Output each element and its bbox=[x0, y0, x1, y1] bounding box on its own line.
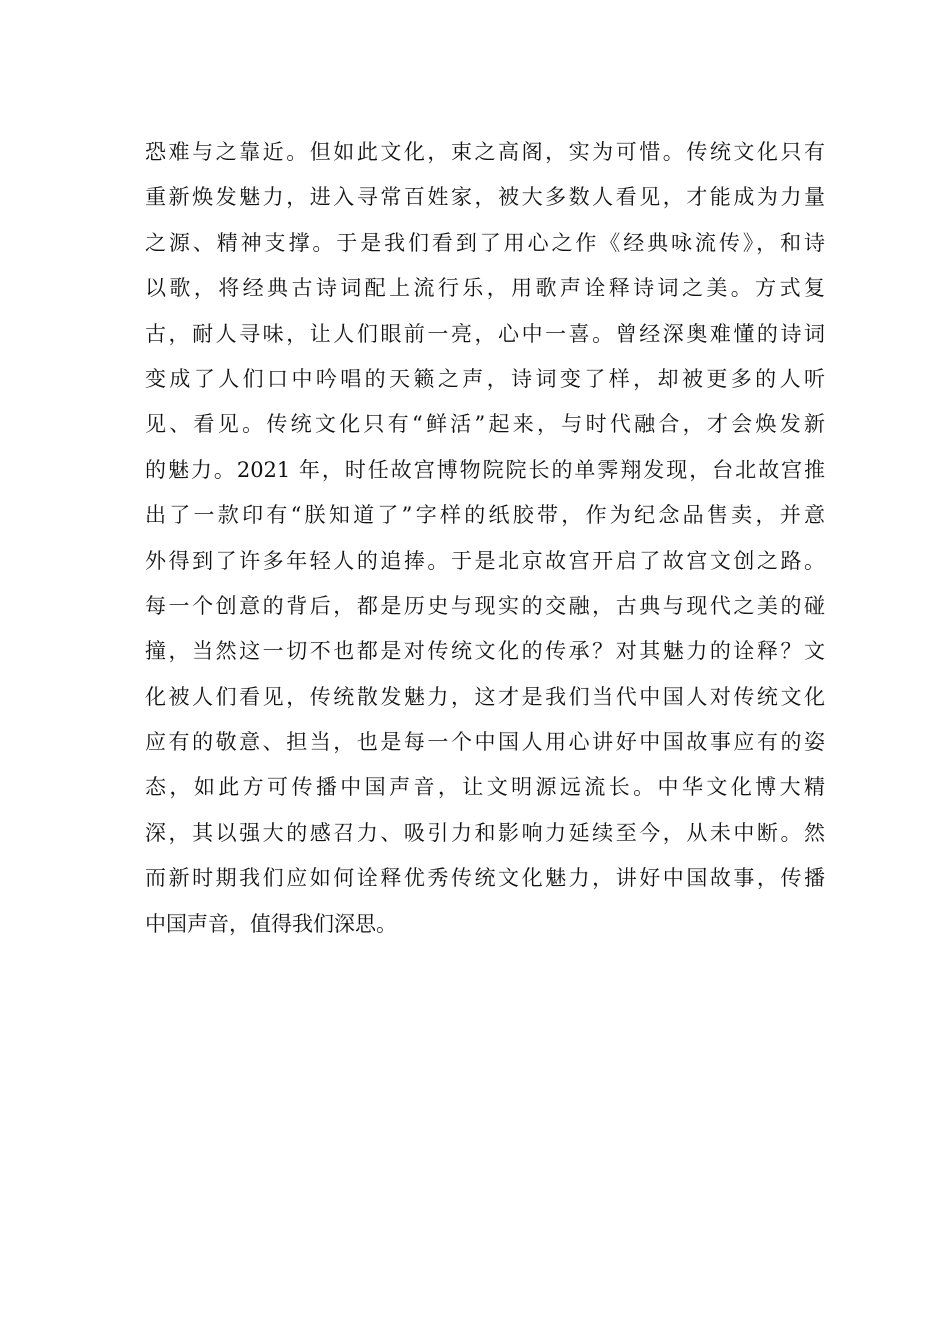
text-line-10: 外得到了许多年轻人的追捧。于是北京故宫开启了故宫文创之路。 bbox=[145, 548, 825, 573]
text-line-12: 撞，当然这一切不也都是对传统文化的传承？对其魅力的诠释？文 bbox=[145, 639, 825, 664]
text-line-1: 恐难与之靠近。但如此文化，束之高阁，实为可惜。传统文化只有 bbox=[145, 140, 825, 164]
text-line-11: 每一个创意的背后，都是历史与现实的交融，古典与现代之美的碰 bbox=[145, 593, 825, 618]
text-line-16: 深，其以强大的感召力、吸引力和影响力延续至今，从未中断。然 bbox=[145, 820, 825, 845]
text-line-13: 化被人们看见，传统散发魅力，这才是我们当代中国人对传统文化 bbox=[145, 684, 825, 709]
body-paragraph bbox=[145, 130, 825, 947]
text-line-18: 中国声音，值得我们深思。 bbox=[145, 911, 397, 936]
text-line-15: 态，如此方可传播中国声音，让文明源远流长。中华文化博大精 bbox=[145, 775, 825, 800]
text-line-8: 的魅力。2021 年，时任故宫博物院院长的单霁翔发现，台北故宫推 bbox=[145, 457, 825, 482]
text-line-3: 之源、精神支撑。于是我们看到了用心之作《经典咏流传》，和诗 bbox=[145, 230, 825, 255]
text-line-9: 出了一款印有“朕知道了”字样的纸胶带，作为纪念品售卖，并意 bbox=[145, 503, 825, 528]
text-line-6: 变成了人们口中吟唱的天籁之声，诗词变了样，却被更多的人听 bbox=[145, 366, 825, 391]
text-line-5: 古，耐人寻味，让人们眼前一亮，心中一喜。曾经深奥难懂的诗词 bbox=[145, 321, 825, 346]
text-line-14: 应有的敬意、担当，也是每一个中国人用心讲好中国故事应有的姿 bbox=[145, 730, 825, 755]
text-line-2: 重新焕发魅力，进入寻常百姓家，被大多数人看见，才能成为力量 bbox=[145, 185, 825, 210]
text-line-4: 以歌，将经典古诗词配上流行乐，用歌声诠释诗词之美。方式复 bbox=[145, 276, 825, 301]
text-line-17: 而新时期我们应如何诠释优秀传统文化魅力，讲好中国故事，传播 bbox=[145, 866, 825, 891]
text-line-7: 见、看见。传统文化只有“鲜活”起来，与时代融合，才会焕发新 bbox=[145, 412, 825, 437]
